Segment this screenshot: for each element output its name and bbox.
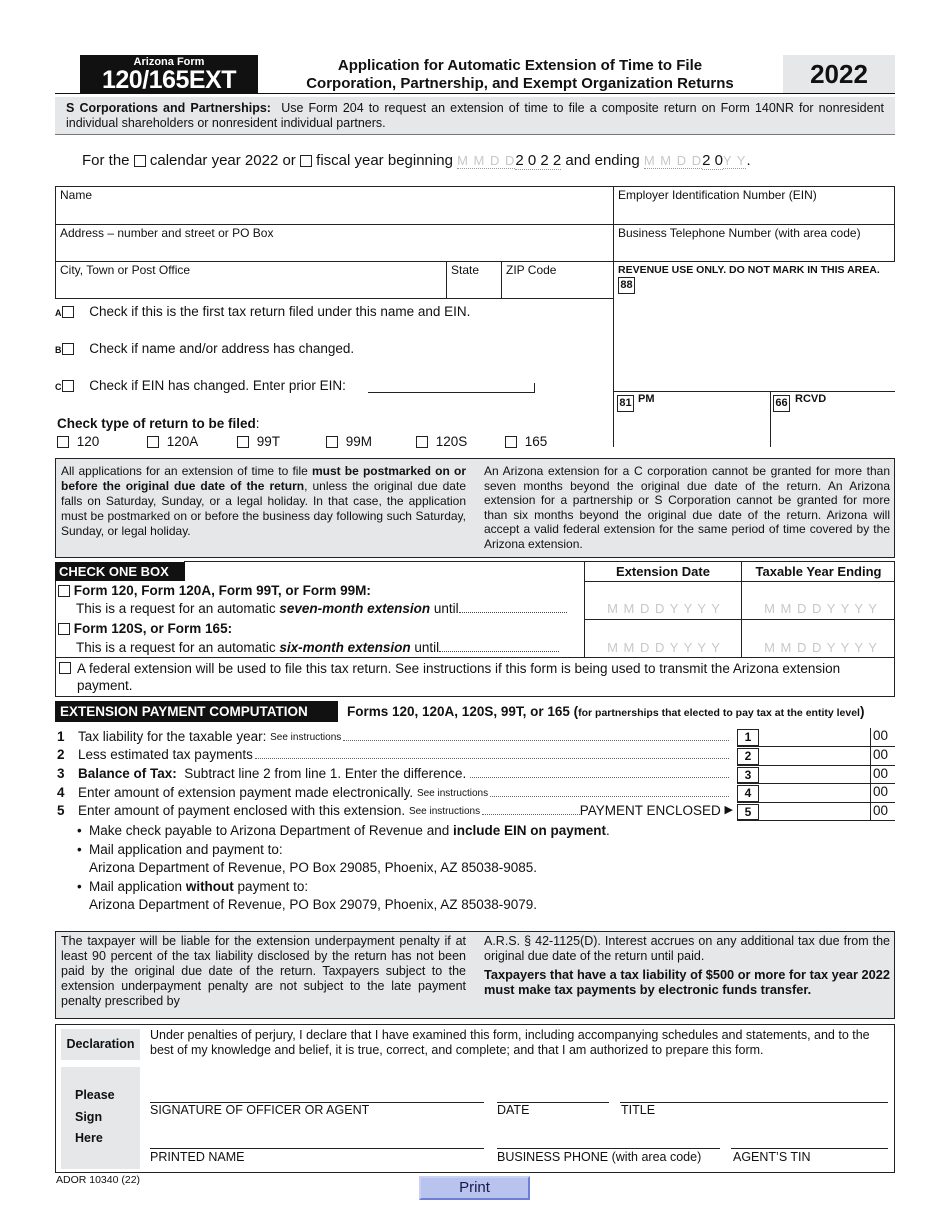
amount-3-sep xyxy=(870,766,871,783)
arrow-icon: ▶ xyxy=(724,804,733,816)
penalty-right-a: A.R.S. § 42-1125(D). Interest accrues on any additional tax due from the original due date of the return until paid. xyxy=(484,934,890,963)
period-fiscal: fiscal year beginning xyxy=(316,152,453,169)
option1-c: until xyxy=(430,601,459,616)
declaration-box xyxy=(55,1024,895,1173)
check-a-text: Check if this is the first tax return filed under this name and EIN. xyxy=(89,304,471,319)
amount-2-cents: 00 xyxy=(873,747,889,762)
col-mid-rule xyxy=(585,619,895,620)
check-one-left-border xyxy=(55,581,56,658)
option2-text xyxy=(76,640,568,655)
notice-box xyxy=(55,458,895,558)
agent-tin-line[interactable] xyxy=(731,1129,888,1149)
declaration-label-box xyxy=(61,1029,140,1060)
ein-label: Employer Identification Number (EIN) xyxy=(618,188,817,202)
line-4-leader xyxy=(490,785,729,797)
title-line[interactable] xyxy=(620,1083,888,1103)
amount-row-2[interactable] xyxy=(737,747,895,766)
option2-leader xyxy=(439,651,559,652)
line-5-num: 5 xyxy=(57,803,65,818)
amount-row-1[interactable] xyxy=(737,728,895,747)
title-line1: Application for Automatic Extension of Time to File xyxy=(337,57,703,74)
option2-ext-date[interactable]: M M D D Y Y Y Y xyxy=(607,640,721,655)
here-label: Here xyxy=(75,1131,103,1145)
return-120a-label: 120A xyxy=(166,434,199,449)
line-1-text: Tax liability for the taxable year: xyxy=(78,729,267,744)
amount-4-cents: 00 xyxy=(873,784,889,799)
amount-row-5[interactable] xyxy=(737,803,895,821)
return-type-heading-text: Check type of return to be filed xyxy=(57,416,256,431)
payment-bullets xyxy=(77,822,610,915)
amount-3-cents: 00 xyxy=(873,766,889,781)
check-c-checkbox[interactable] xyxy=(62,380,74,392)
line-1-small: See instructions xyxy=(270,732,342,743)
period-for: For the xyxy=(82,152,130,169)
period-line xyxy=(82,152,882,169)
check-c-text: Check if EIN has changed. Enter prior EIN: xyxy=(89,378,346,393)
period-end: . xyxy=(746,152,751,169)
amount-2-sep xyxy=(870,747,871,765)
payment-forms-c: ) xyxy=(859,704,865,719)
business-phone-label: BUSINESS PHONE (with area code) xyxy=(497,1150,702,1164)
return-type-120s xyxy=(416,434,467,449)
period-and-ending: and ending xyxy=(565,152,640,169)
scorp-text: Use Form 204 to request an extension of time to file a composite return on Form 140NR for nonresident individual shareholders or nonresident individual partners. xyxy=(66,101,884,130)
option2-b: six-month extension xyxy=(279,640,411,655)
signature-line[interactable] xyxy=(150,1083,484,1103)
scorp-bold: S Corporations and Partnerships: xyxy=(66,101,271,115)
return-type-heading xyxy=(57,416,260,431)
ein-field[interactable] xyxy=(613,186,895,225)
amount-5-sep xyxy=(870,803,871,820)
date-line[interactable] xyxy=(497,1083,609,1103)
form-code: ADOR 10340 (22) xyxy=(56,1174,141,1186)
declaration-label: Declaration xyxy=(66,1037,135,1051)
return-99m-label: 99M xyxy=(345,434,373,449)
pm-rcvd-divider xyxy=(770,392,771,447)
penalty-right-b: Taxpayers that have a tax liability of $500 or more for tax year 2022 must make tax payments by electronic funds transfer. xyxy=(484,967,890,997)
box-88: 88 xyxy=(618,277,635,294)
address-field[interactable] xyxy=(55,224,614,262)
bullet-3 xyxy=(77,878,610,897)
option1-title-text: Form 120, Form 120A, Form 99T, or Form 99M: xyxy=(73,583,371,598)
zip-label: ZIP Code xyxy=(506,263,557,277)
bullet-1-c: . xyxy=(606,823,610,838)
penalty-box xyxy=(55,931,895,1019)
line-3-bold: Balance of Tax: xyxy=(78,766,177,781)
end-year: 2 0 xyxy=(702,152,723,169)
amount-4-num: 4 xyxy=(737,785,759,802)
print-button[interactable]: Print xyxy=(419,1176,530,1200)
option1-checkbox[interactable] xyxy=(58,585,70,597)
return-type-165 xyxy=(505,434,547,449)
payment-forms-a: Forms 120, 120A, 120S, 99T, or 165 ( xyxy=(347,704,579,719)
option2-checkbox[interactable] xyxy=(58,623,70,635)
bullet-dot: • xyxy=(77,841,82,857)
state-field[interactable] xyxy=(446,261,502,299)
amount-row-4[interactable] xyxy=(737,784,895,803)
option1-title xyxy=(58,583,371,598)
check-b-letter: B xyxy=(55,345,62,355)
bullet-3-b: without xyxy=(185,878,234,894)
name-field[interactable] xyxy=(55,186,614,225)
option2-c: until xyxy=(410,640,440,655)
begin-date-input[interactable]: M M D D xyxy=(457,153,516,168)
box-66: 66 xyxy=(773,395,790,412)
line-1 xyxy=(57,729,729,744)
option1-a: This is a request for an automatic xyxy=(76,601,280,616)
sign-label: Sign xyxy=(75,1109,103,1124)
notice-left-a: All applications for an extension of time to file xyxy=(61,464,312,478)
signature-label: SIGNATURE OF OFFICER OR AGENT xyxy=(150,1103,370,1117)
option2-title xyxy=(58,621,232,636)
notice-right: An Arizona extension for a C corporation cannot be granted for more than seven months beyond the original due date of the return. An Arizona extension for a partnership or S Corporation cannot be granted for more than six months beyond the original due date of the return. Arizona will accept a valid federal extension for the same period of time covered by the Arizona extension. xyxy=(484,464,890,551)
notice-left-c: , unless the original due date falls on Saturday, Sunday, or a legal holiday. In that case, the application must be postmarked on or before the business day following such Saturday, Sunday, or legal holiday. xyxy=(61,479,466,538)
check-b-text: Check if name and/or address has changed. xyxy=(89,341,355,356)
title-line2: Corporation, Partnership, and Exempt Organization Returns xyxy=(306,75,734,92)
address-label: Address – number and street or PO Box xyxy=(60,226,274,240)
amount-3-num: 3 xyxy=(737,767,759,783)
bullet-1-a: Make check payable to Arizona Department of Revenue and xyxy=(89,823,453,838)
return-120-label: 120 xyxy=(76,434,100,449)
option1-ext-date[interactable]: M M D D Y Y Y Y xyxy=(607,601,721,616)
return-type-120 xyxy=(57,434,99,449)
city-field[interactable] xyxy=(55,261,447,299)
line-5-small: See instructions xyxy=(408,806,481,817)
line-1-num: 1 xyxy=(57,729,65,744)
return-120a-checkbox[interactable] xyxy=(147,436,159,448)
bullet-3-a: Mail application xyxy=(89,878,186,894)
check-c-row xyxy=(55,378,346,393)
title-label: TITLE xyxy=(621,1103,656,1117)
amount-boxes xyxy=(737,728,895,821)
end-year-yy[interactable]: Y Y xyxy=(722,153,747,168)
declaration-text: Under penalties of perjury, I declare that I have examined this form, including accompanying schedules and statements, and to the best of my knowledge and belief, it is true, correct, and complete; and that I am authorized to prepare this form. xyxy=(150,1028,870,1057)
return-99t-label: 99T xyxy=(256,434,281,449)
line-3 xyxy=(57,766,729,781)
penalty-left: The taxpayer will be liable for the extension underpayment penalty if at least 90 percent of the tax liability disclosed by the return has not been paid by the original due date of the return. Taxpayers subject to the extension underpayment penalty are not subject to the late payment penalty prescribed by xyxy=(61,934,466,1008)
amount-1-sep xyxy=(870,728,871,746)
date-label: DATE xyxy=(497,1103,530,1117)
printed-name-line[interactable] xyxy=(150,1129,484,1149)
return-type-120a xyxy=(147,434,198,449)
return-120s-label: 120S xyxy=(435,434,468,449)
check-one-heading: CHECK ONE BOX xyxy=(55,562,185,581)
return-type-99t xyxy=(237,434,280,449)
return-165-label: 165 xyxy=(524,434,548,449)
line-4-text: Enter amount of extension payment made electronically. xyxy=(78,785,414,800)
bullet-dot: • xyxy=(77,823,82,838)
rcvd-label: RCVD xyxy=(795,393,827,405)
business-phone-line[interactable] xyxy=(497,1129,720,1149)
zip-field[interactable] xyxy=(501,261,614,299)
amount-4-sep xyxy=(870,784,871,802)
option3-text: A federal extension will be used to file this tax return. See instructions if this form is being used to transmit the Arizona extension payment. xyxy=(77,661,841,693)
option3-box xyxy=(55,657,895,697)
please-label: Please xyxy=(75,1088,115,1102)
return-120s-checkbox[interactable] xyxy=(416,436,428,448)
prior-ein-input[interactable] xyxy=(368,383,535,393)
check-c-letter: C xyxy=(55,382,62,392)
check-a-checkbox[interactable] xyxy=(62,306,74,318)
line-3-leader xyxy=(470,766,729,778)
bullet-2-address: Arizona Department of Revenue, PO Box 29085, Phoenix, AZ 85038-9085. xyxy=(89,860,538,875)
option1-text xyxy=(76,601,568,616)
option2-tye-date[interactable]: M M D D Y Y Y Y xyxy=(764,640,878,655)
bullet-2 xyxy=(77,841,610,860)
agent-tin-label: AGENT’S TIN xyxy=(733,1150,811,1164)
bullet-3-c: payment to: xyxy=(233,878,309,894)
option2-title-text: Form 120S, or Form 165: xyxy=(73,621,233,636)
col-ext-header: Extension Date xyxy=(616,564,710,579)
line-4 xyxy=(57,785,729,800)
col-header-rule xyxy=(585,581,895,582)
box-81: 81 xyxy=(617,395,634,412)
line-4-small: See instructions xyxy=(416,788,489,799)
calendar-year-checkbox[interactable] xyxy=(134,155,146,167)
line-3-num: 3 xyxy=(57,766,65,781)
form-number: 120/165EXT xyxy=(102,66,236,94)
line-2-leader xyxy=(255,747,729,759)
return-120-checkbox[interactable] xyxy=(57,436,69,448)
option1-tye-date[interactable]: M M D D Y Y Y Y xyxy=(764,601,878,616)
check-a-letter: A xyxy=(55,308,62,318)
payment-forms-b: for partnerships that elected to pay tax at the entity level xyxy=(578,707,860,719)
check-b-row xyxy=(55,341,354,356)
amount-5-num: 5 xyxy=(737,804,759,820)
printed-name-label: PRINTED NAME xyxy=(150,1150,245,1164)
please-sign-box xyxy=(61,1067,140,1169)
notice-left xyxy=(61,464,466,539)
city-label: City, Town or Post Office xyxy=(60,263,191,277)
return-99t-checkbox[interactable] xyxy=(237,436,249,448)
payment-heading: EXTENSION PAYMENT COMPUTATION xyxy=(55,701,338,722)
col-tye-header: Taxable Year Ending xyxy=(755,564,882,579)
check-one-rule xyxy=(184,561,584,562)
revenue-pm-rcvd xyxy=(613,391,895,447)
bullet-dot: • xyxy=(77,878,82,894)
form-small-label: Arizona Form xyxy=(133,56,205,68)
pm-label: PM xyxy=(638,393,655,405)
header-rule xyxy=(55,93,895,94)
amount-1-num: 1 xyxy=(737,729,759,746)
line-2-num: 2 xyxy=(57,747,65,762)
phone-field[interactable] xyxy=(613,224,895,262)
payment-forms xyxy=(347,704,864,719)
amount-1-cents: 00 xyxy=(873,728,889,743)
form-number-block xyxy=(80,55,258,93)
bullet-1 xyxy=(77,822,610,841)
line-4-num: 4 xyxy=(57,785,65,800)
check-b-checkbox[interactable] xyxy=(62,343,74,355)
notice-left-b: must be postmarked on or before the original due date of the return xyxy=(61,464,466,493)
state-label: State xyxy=(451,263,480,277)
name-label: Name xyxy=(60,188,93,202)
line-1-leader xyxy=(343,729,729,741)
line-3-text: Subtract line 2 from line 1. Enter the difference. xyxy=(184,766,467,781)
phone-label: Business Telephone Number (with area code) xyxy=(618,226,861,240)
bullet-2-a: Mail application and payment to: xyxy=(89,841,283,857)
bullet-1-b: include EIN on payment xyxy=(452,823,606,838)
return-99m-checkbox[interactable] xyxy=(326,436,338,448)
option1-leader xyxy=(459,612,568,613)
line-5-text: Enter amount of payment enclosed with this extension. xyxy=(78,803,406,818)
period-calendar: calendar year 2022 or xyxy=(149,152,296,169)
option2-a: This is a request for an automatic xyxy=(76,640,280,655)
amount-row-3[interactable] xyxy=(737,766,895,784)
amount-5-cents: 00 xyxy=(873,803,889,818)
line-2 xyxy=(57,747,729,762)
fiscal-year-checkbox[interactable] xyxy=(300,155,312,167)
line-5 xyxy=(57,803,733,818)
begin-year: 2 0 2 2 xyxy=(515,152,562,169)
end-date-input[interactable]: M M D D xyxy=(643,153,703,168)
check-a-row xyxy=(55,304,470,319)
line-2-text: Less estimated tax payments xyxy=(78,747,253,762)
revenue-label: REVENUE USE ONLY. DO NOT MARK IN THIS AREA. xyxy=(618,264,880,276)
form-title xyxy=(270,57,770,93)
option3-checkbox[interactable] xyxy=(59,662,71,674)
option1-b: seven-month extension xyxy=(279,601,431,616)
line-5-leader xyxy=(482,803,580,815)
return-type-colon: : xyxy=(255,416,260,431)
return-165-checkbox[interactable] xyxy=(505,436,517,448)
amount-2-num: 2 xyxy=(737,748,759,765)
year-box: 2022 xyxy=(783,55,895,93)
scorp-note xyxy=(55,97,895,135)
return-type-99m xyxy=(326,434,372,449)
bullet-3-address: Arizona Department of Revenue, PO Box 29079, Phoenix, AZ 85038-9079. xyxy=(89,897,538,912)
line-5-enclosed: PAYMENT ENCLOSED xyxy=(579,803,721,818)
